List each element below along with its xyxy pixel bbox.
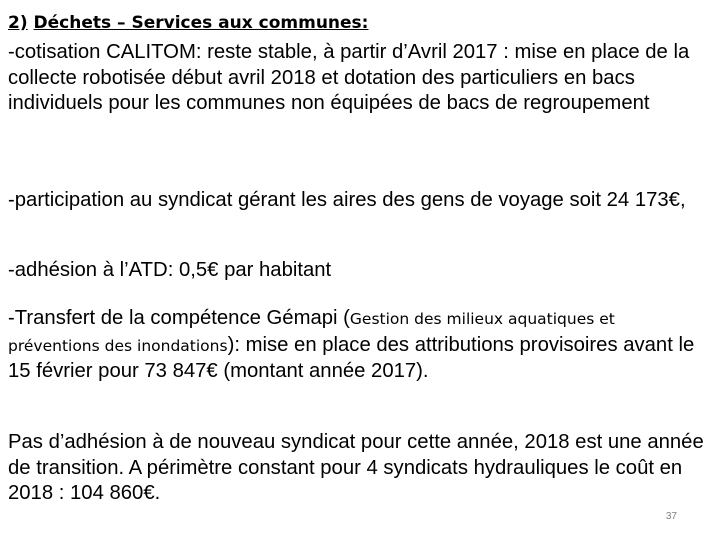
- gemapi-text-start: -Transfert de la compétence Gémapi (: [8, 307, 350, 329]
- gemapi-text-end: ): mise en place des attributions provisoires avant le 15 février pour 73 847€ (montant année 2017).: [8, 333, 695, 382]
- paragraph-syndicat: -participation au syndicat gérant les aires des gens de voyage soit 24 173€,: [8, 189, 686, 211]
- section-number: 2): [8, 13, 28, 33]
- paragraph-gemapi: [8, 306, 708, 385]
- paragraph-calitom: -cotisation CALITOM: reste stable, à partir d’Avril 2017 : mise en place de la collecte robotisée début avril 2018 et dotation des particuliers en bacs individuels pour les communes non équipées de bacs de regroupement: [8, 41, 690, 114]
- section-title: [8, 12, 368, 34]
- page-number: 37: [665, 511, 677, 522]
- section-heading: Déchets – Services aux communes:: [33, 13, 369, 33]
- paragraph-adhesion: Pas d’adhésion à de nouveau syndicat pour cette année, 2018 est une année de transition. A périmètre constant pour 4 syndicats hydrauliques le coût en 2018 : 104 860€.: [8, 431, 704, 504]
- paragraph-atd: -adhésion à l’ATD: 0,5€ par habitant: [8, 259, 332, 281]
- gemapi-definition: Gestion des milieux aquatiques et préventions des inondations: [8, 310, 615, 355]
